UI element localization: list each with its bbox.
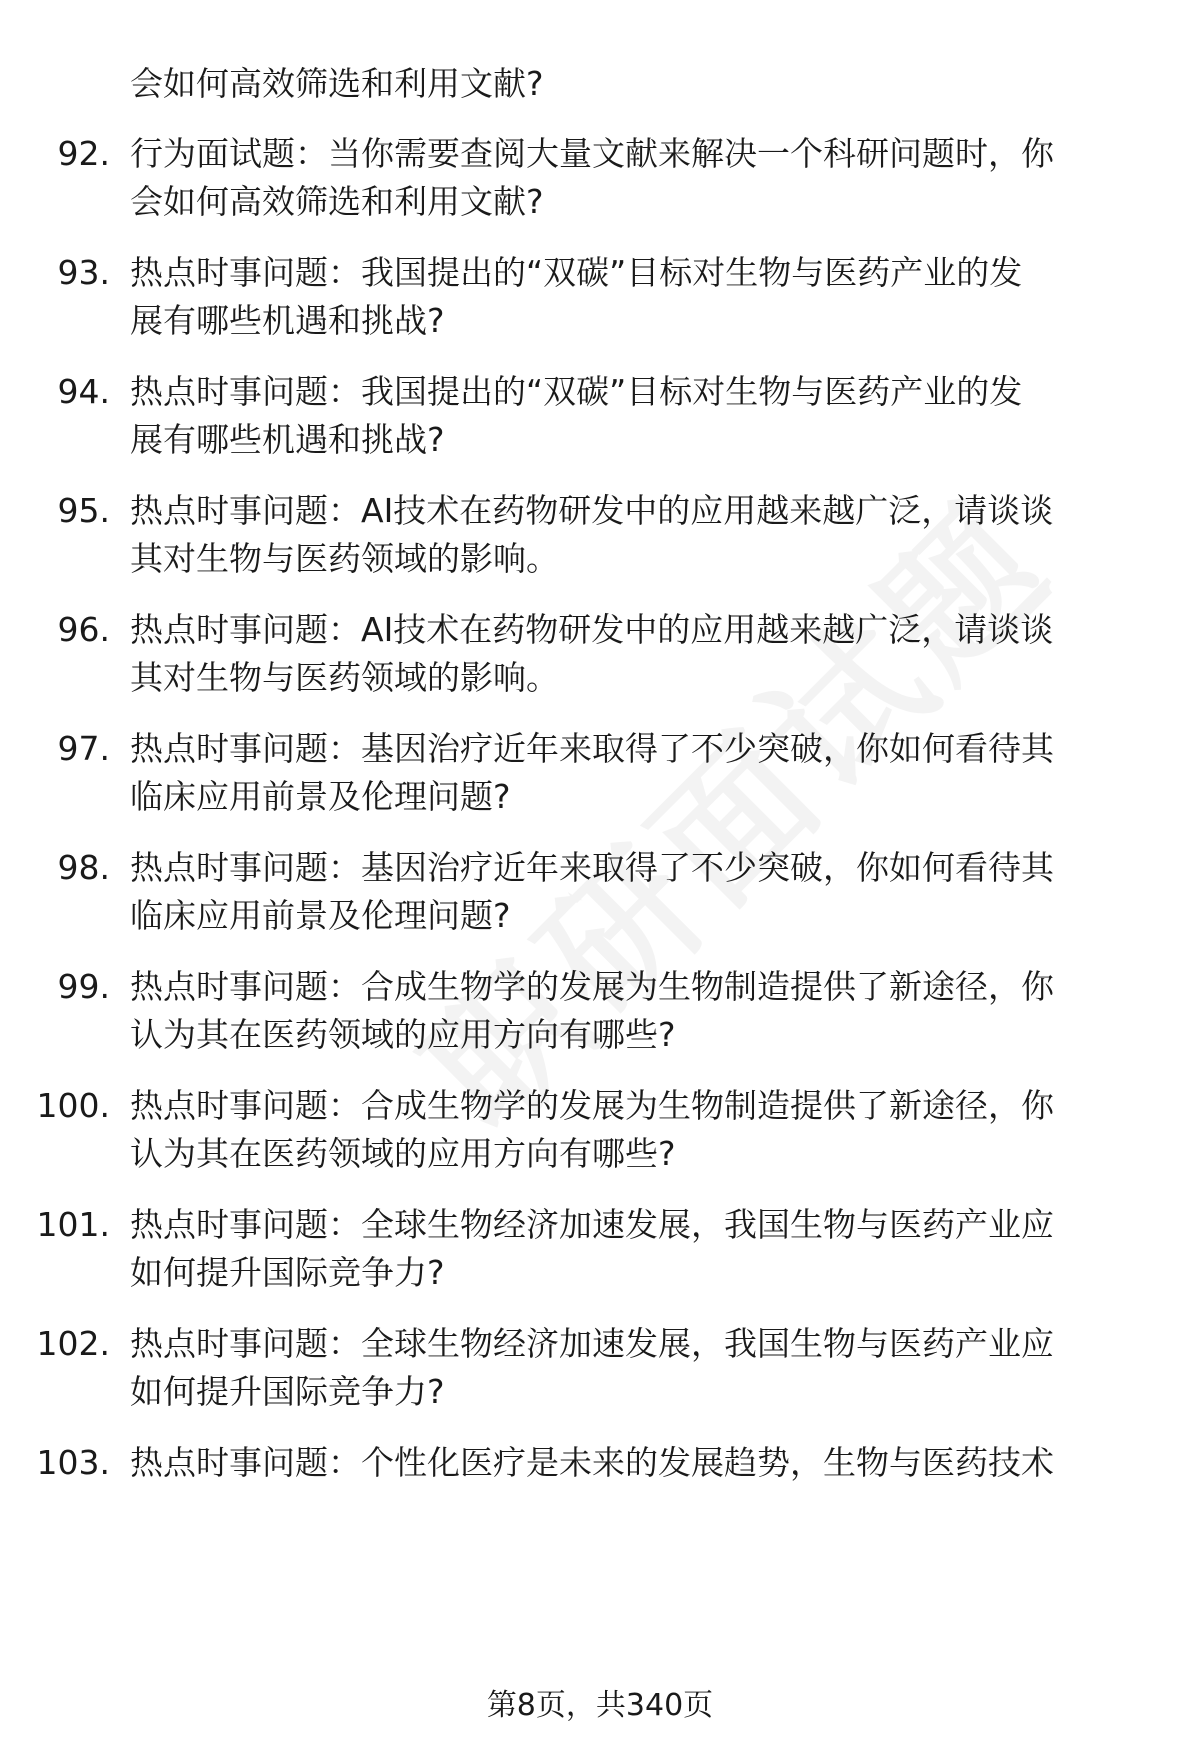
question-line: 热点时事问题：基因治疗近年来取得了不少突破，你如何看待其 [130,729,1054,768]
question-number: 94. [57,372,110,411]
continuation-line: 会如何高效筛选和利用文献? [130,64,544,103]
question-line: 热点时事问题：我国提出的“双碳”目标对生物与医药产业的发 [130,372,1023,411]
question-text [130,1082,1140,1178]
question-line: 行为面试题：当你需要查阅大量文献来解决一个科研问题时，你 [130,134,1054,173]
question-line: 热点时事问题：合成生物学的发展为生物制造提供了新途径，你 [130,1086,1054,1125]
question-line: 热点时事问题：AI技术在药物研发中的应用越来越广泛，请谈谈 [130,610,1054,649]
question-text [130,368,1140,464]
question-line: 热点时事问题：个性化医疗是未来的发展趋势，生物与医药技术 [130,1443,1054,1482]
question-number: 92. [57,134,110,173]
question-number: 102. [36,1324,110,1363]
question-line: 热点时事问题：全球生物经济加速发展，我国生物与医药产业应 [130,1324,1054,1363]
question-number: 97. [57,729,110,768]
question-text [130,487,1140,583]
question-line: 热点时事问题：AI技术在药物研发中的应用越来越广泛，请谈谈 [130,491,1054,530]
question-text [130,130,1140,226]
question-number: 98. [57,848,110,887]
page-footer: 第8页，共340页 [486,1688,714,1723]
question-number: 100. [36,1086,110,1125]
question-line: 如何提升国际竞争力? [130,1372,445,1411]
question-number: 99. [57,967,110,1006]
question-line: 其对生物与医药领域的影响。 [130,539,559,578]
question-number: 101. [36,1205,110,1244]
question-number: 96. [57,610,110,649]
question-line: 热点时事问题：合成生物学的发展为生物制造提供了新途径，你 [130,967,1054,1006]
question-text [130,963,1140,1059]
question-text [130,725,1140,821]
question-line: 其对生物与医药领域的影响。 [130,658,559,697]
question-text [130,1439,1140,1487]
question-line: 热点时事问题：全球生物经济加速发展，我国生物与医药产业应 [130,1205,1054,1244]
question-line: 展有哪些机遇和挑战? [130,301,445,340]
question-line: 展有哪些机遇和挑战? [130,420,445,459]
question-text [130,844,1140,940]
question-text [130,606,1140,702]
question-text [130,249,1140,345]
question-line: 热点时事问题：我国提出的“双碳”目标对生物与医药产业的发 [130,253,1023,292]
question-number: 95. [57,491,110,530]
question-number: 93. [57,253,110,292]
question-line: 认为其在医药领域的应用方向有哪些? [130,1015,676,1054]
question-line: 认为其在医药领域的应用方向有哪些? [130,1134,676,1173]
question-text [130,1201,1140,1297]
question-text [130,1320,1140,1416]
question-line: 临床应用前景及伦理问题? [130,896,511,935]
question-number: 103. [36,1443,110,1482]
question-line: 如何提升国际竞争力? [130,1253,445,1292]
question-line: 临床应用前景及伦理问题? [130,777,511,816]
question-line: 会如何高效筛选和利用文献? [130,182,544,221]
question-line: 热点时事问题：基因治疗近年来取得了不少突破，你如何看待其 [130,848,1054,887]
